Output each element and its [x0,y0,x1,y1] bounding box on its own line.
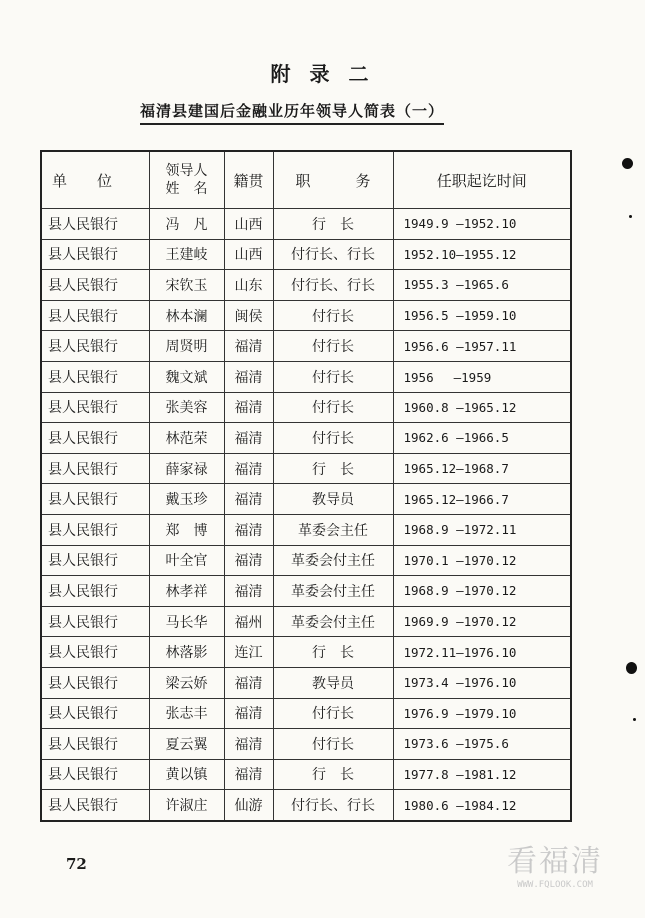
watermark-url: WWW.FQLOOK.COM [517,880,593,890]
cell-term: 1970.1 —1970.12 [393,545,571,576]
cell-term: 1965.12—1968.7 [393,453,571,484]
cell-origin: 闽侯 [224,300,273,331]
cell-origin: 福清 [224,514,273,545]
header-origin: 籍贯 [224,151,273,209]
cell-term: 1980.6 —1984.12 [393,790,571,821]
table-row [41,545,571,576]
cell-position: 行 长 [273,209,393,240]
table-header-row [41,151,571,209]
page-number: 72 [66,855,87,873]
cell-origin: 福州 [224,606,273,637]
cell-term: 1969.9 —1970.12 [393,606,571,637]
cell-origin: 福清 [224,484,273,515]
cell-term: 1960.8 —1965.12 [393,392,571,423]
cell-origin: 福清 [224,392,273,423]
cell-term: 1977.8 —1981.12 [393,759,571,790]
cell-unit: 县人民银行 [41,637,149,668]
cell-name: 王建岐 [149,239,224,270]
table-row [41,453,571,484]
appendix-heading: 附 录 二 [270,62,375,86]
table-row [41,637,571,668]
cell-term: 1962.6 —1966.5 [393,423,571,454]
table-title: 福清县建国后金融业历年领导人简表（一） [140,100,444,125]
cell-name: 周贤明 [149,331,224,362]
cell-unit: 县人民银行 [41,484,149,515]
cell-name: 夏云翼 [149,729,224,760]
cell-origin: 福清 [224,423,273,454]
header-term: 任职起讫时间 [393,151,571,209]
header-position: 职 务 [273,151,393,209]
cell-origin: 福清 [224,453,273,484]
cell-name: 黄以镇 [149,759,224,790]
cell-term: 1973.6 —1975.6 [393,729,571,760]
cell-position: 革委会主任 [273,514,393,545]
cell-unit: 县人民银行 [41,453,149,484]
cell-term: 1956.6 —1957.11 [393,331,571,362]
cell-name: 薛家禄 [149,453,224,484]
cell-origin: 仙游 [224,790,273,821]
cell-origin: 山西 [224,239,273,270]
cell-term: 1976.9 —1979.10 [393,698,571,729]
cell-position: 付行长 [273,698,393,729]
cell-position: 革委会付主任 [273,576,393,607]
cell-position: 行 长 [273,453,393,484]
table-row [41,484,571,515]
cell-unit: 县人民银行 [41,423,149,454]
cell-term: 1968.9 —1972.11 [393,514,571,545]
cell-position: 付行长 [273,331,393,362]
scan-speck [629,215,632,218]
table-row [41,698,571,729]
cell-name: 郑 博 [149,514,224,545]
cell-term: 1955.3 —1965.6 [393,270,571,301]
cell-unit: 县人民银行 [41,790,149,821]
cell-position: 付行长、行长 [273,790,393,821]
cell-origin: 福清 [224,729,273,760]
cell-name: 魏文斌 [149,361,224,392]
cell-position: 革委会付主任 [273,606,393,637]
cell-position: 付行长、行长 [273,239,393,270]
cell-origin: 福清 [224,698,273,729]
table-row [41,790,571,821]
cell-origin: 福清 [224,759,273,790]
cell-origin: 山西 [224,209,273,240]
cell-term: 1973.4 —1976.10 [393,667,571,698]
table-row [41,270,571,301]
cell-origin: 福清 [224,545,273,576]
cell-name: 张美容 [149,392,224,423]
cell-unit: 县人民银行 [41,514,149,545]
cell-origin: 山东 [224,270,273,301]
cell-position: 教导员 [273,484,393,515]
table-row [41,759,571,790]
cell-unit: 县人民银行 [41,729,149,760]
cell-unit: 县人民银行 [41,606,149,637]
cell-unit: 县人民银行 [41,209,149,240]
cell-name: 戴玉珍 [149,484,224,515]
cell-name: 冯 凡 [149,209,224,240]
cell-origin: 福清 [224,361,273,392]
cell-unit: 县人民银行 [41,239,149,270]
cell-position: 付行长 [273,423,393,454]
cell-term: 1952.10—1955.12 [393,239,571,270]
scan-speck [633,718,636,721]
cell-position: 付行长、行长 [273,270,393,301]
cell-position: 教导员 [273,667,393,698]
table-row [41,331,571,362]
cell-name: 许淑庄 [149,790,224,821]
cell-unit: 县人民银行 [41,300,149,331]
cell-unit: 县人民银行 [41,759,149,790]
cell-name: 林落影 [149,637,224,668]
cell-unit: 县人民银行 [41,576,149,607]
cell-unit: 县人民银行 [41,331,149,362]
cell-origin: 福清 [224,576,273,607]
leaders-table [40,150,572,822]
table-row [41,667,571,698]
cell-origin: 福清 [224,667,273,698]
table-row [41,239,571,270]
cell-unit: 县人民银行 [41,361,149,392]
cell-origin: 连江 [224,637,273,668]
table-row [41,209,571,240]
cell-term: 1956 —1959 [393,361,571,392]
table-row [41,423,571,454]
cell-position: 付行长 [273,300,393,331]
table-row [41,576,571,607]
cell-unit: 县人民银行 [41,270,149,301]
scan-speck [626,662,637,674]
cell-position: 付行长 [273,729,393,760]
cell-term: 1956.5 —1959.10 [393,300,571,331]
cell-position: 付行长 [273,361,393,392]
cell-name: 叶全官 [149,545,224,576]
cell-term: 1965.12—1966.7 [393,484,571,515]
watermark-logo-text: 看福清 [507,844,603,879]
cell-name: 林范荣 [149,423,224,454]
cell-position: 革委会付主任 [273,545,393,576]
cell-name: 宋钦玉 [149,270,224,301]
watermark [485,836,625,890]
cell-term: 1968.9 —1970.12 [393,576,571,607]
cell-position: 付行长 [273,392,393,423]
cell-origin: 福清 [224,331,273,362]
cell-position: 行 长 [273,759,393,790]
cell-unit: 县人民银行 [41,698,149,729]
table-row [41,392,571,423]
cell-name: 林本澜 [149,300,224,331]
cell-name: 梁云娇 [149,667,224,698]
scan-speck [622,158,633,169]
cell-unit: 县人民银行 [41,545,149,576]
cell-name: 马长华 [149,606,224,637]
table-row [41,514,571,545]
table-row [41,729,571,760]
table-row [41,300,571,331]
table-row [41,606,571,637]
cell-name: 林孝祥 [149,576,224,607]
cell-term: 1949.9 —1952.10 [393,209,571,240]
cell-position: 行 长 [273,637,393,668]
cell-name: 张志丰 [149,698,224,729]
cell-unit: 县人民银行 [41,392,149,423]
header-unit: 单 位 [41,151,149,209]
header-name: 领导人 姓 名 [149,151,224,209]
table-row [41,361,571,392]
cell-unit: 县人民银行 [41,667,149,698]
cell-term: 1972.11—1976.10 [393,637,571,668]
